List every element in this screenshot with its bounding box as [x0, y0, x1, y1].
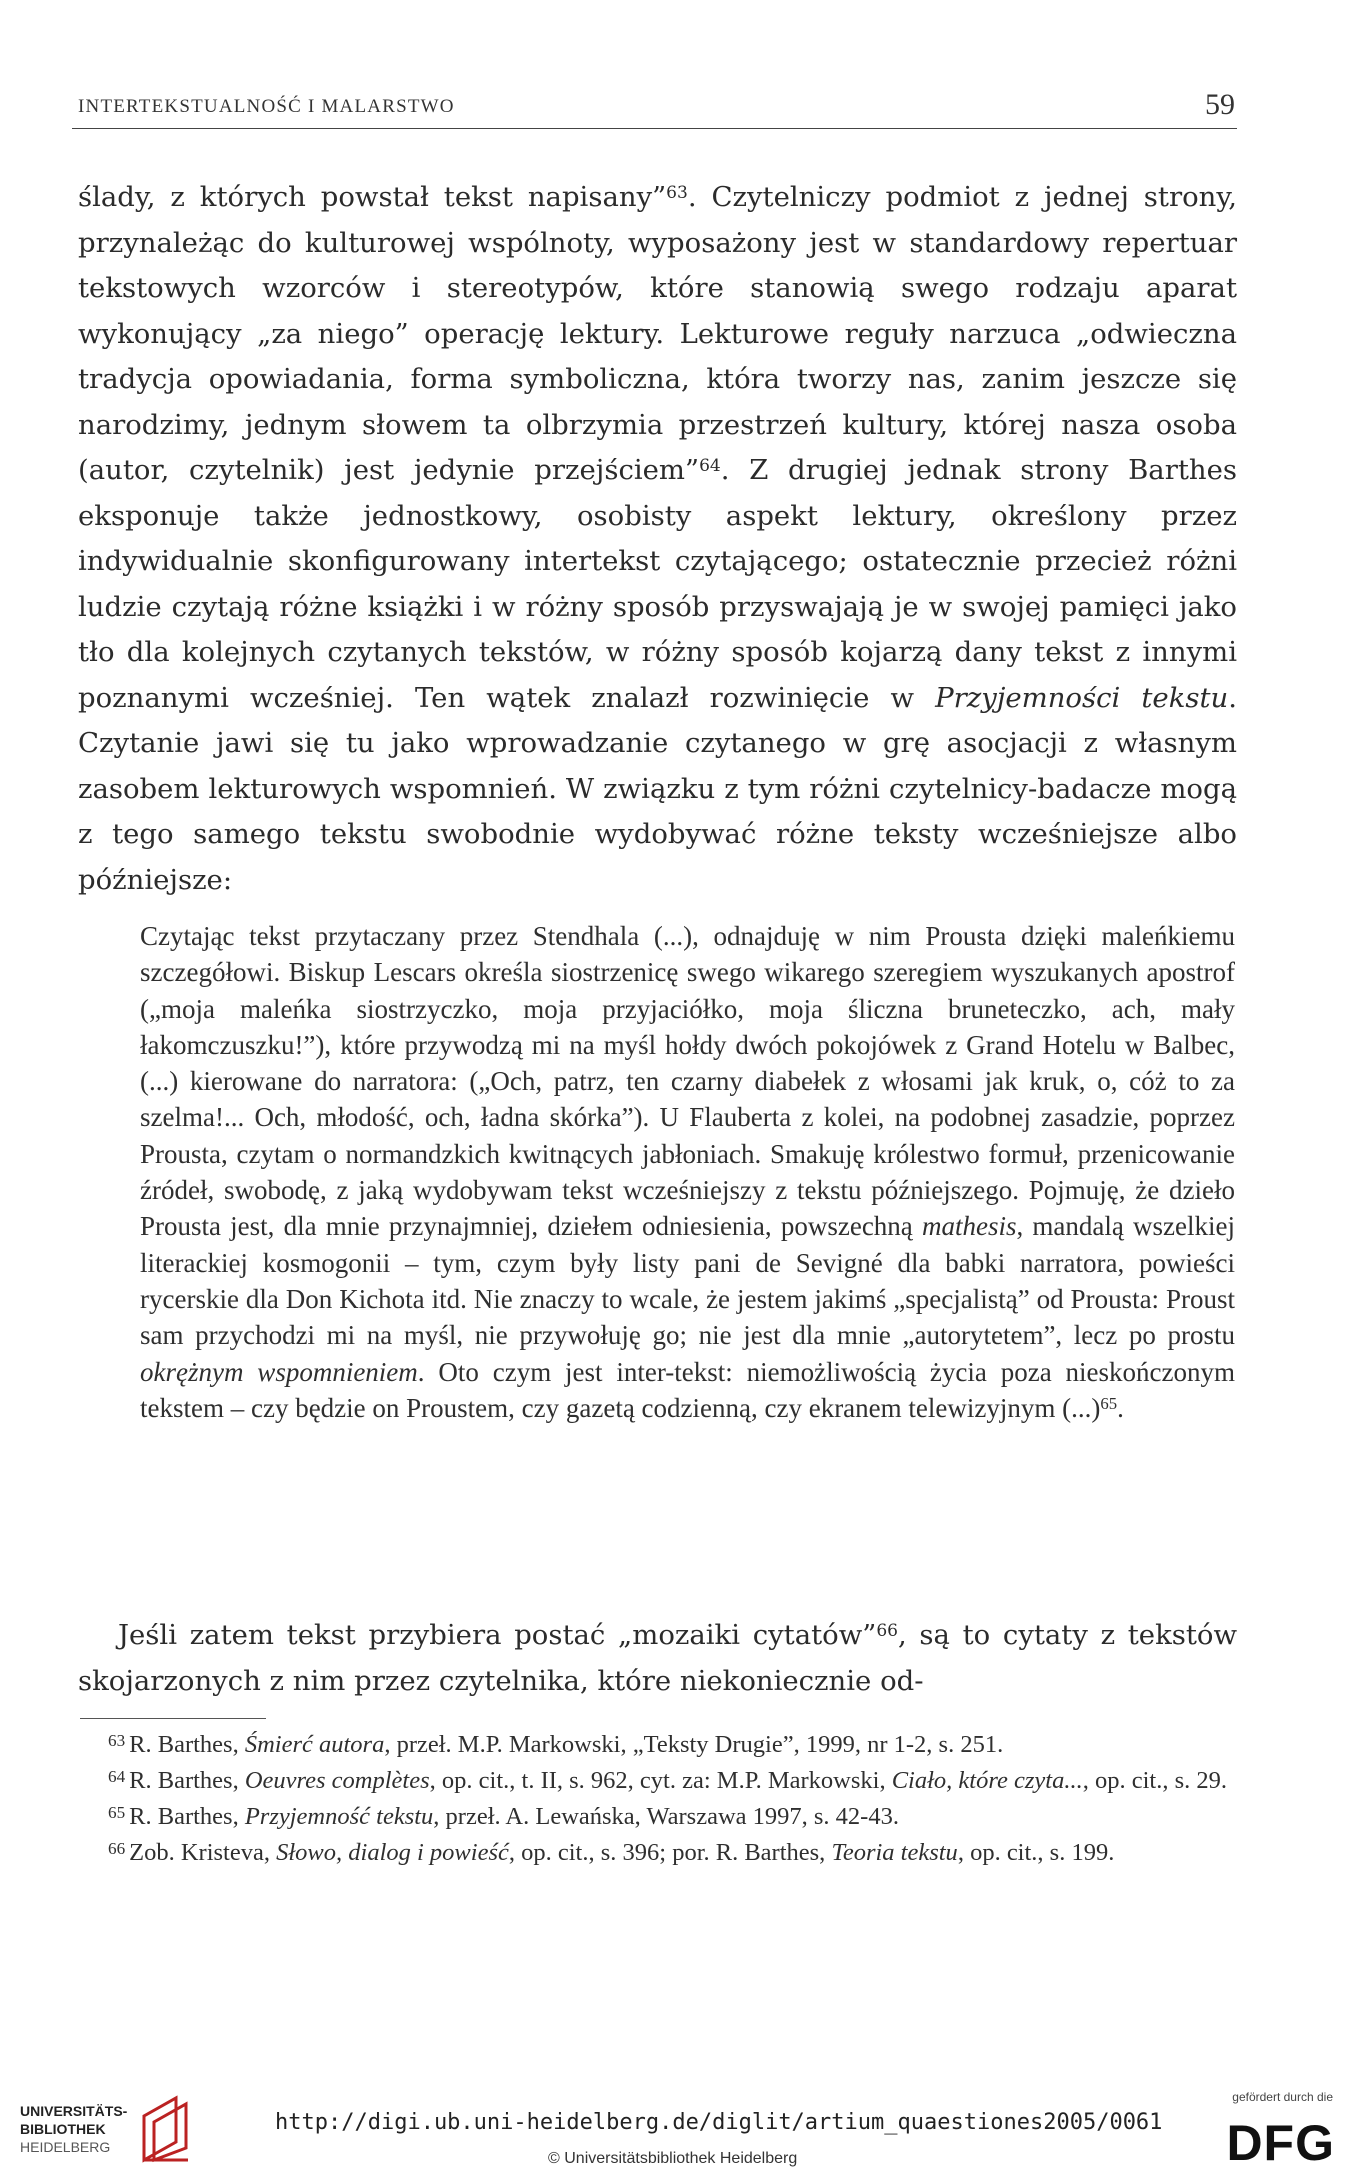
quote-paragraph — [140, 918, 1235, 1426]
footnote-ref-63[interactable]: 63 — [666, 183, 688, 204]
running-header — [72, 88, 1237, 129]
footnote-64 — [78, 1764, 1237, 1800]
footnote-ref-66[interactable]: 66 — [876, 1621, 898, 1642]
footnote-number: 66 — [108, 1839, 126, 1858]
library-name-line2: BIBLIOTHEK — [20, 2121, 106, 2137]
library-emblem-icon — [136, 2094, 196, 2164]
text-run: . Z drugiej jednak strony Barthes eksponuje także jednostkowy, osobisty aspekt lektury, określony przez indywidualnie skonfigurowany intertekst czytającego; ostatecznie przecież różni ludzie czytają różne książki i w różny sposób przyswajają je w swojej pamięci jako tło dla kolejnych czytanych tekstów, w różny sposób kojarzą dany tekst z innymi poznanymi wcześniej. Ten wątek znalazł rozwinięcie w — [78, 454, 1237, 714]
footnote-ref-64[interactable]: 64 — [699, 456, 721, 477]
funding-note: gefördert durch die — [1232, 2090, 1333, 2104]
footnote-number: 65 — [108, 1803, 126, 1822]
italic-term: mathesis — [921, 1211, 1017, 1242]
text-run: , przeł. M.P. Markowski, „Teksty Drugie”, 1999, nr 1-2, s. 251. — [384, 1731, 1004, 1758]
footnote-66 — [78, 1836, 1237, 1872]
body-paragraph — [78, 1613, 1237, 1704]
italic-title: Śmierć autora — [244, 1731, 385, 1758]
italic-title: Ciało, które czyta... — [891, 1767, 1083, 1794]
text-run: , przeł. A. Lewańska, Warszawa 1997, s. 42-43. — [433, 1803, 899, 1830]
italic-title: Oeuvres complètes — [244, 1767, 430, 1794]
italic-title: Przyjemność tekstu — [244, 1803, 434, 1830]
footnote-number: 63 — [108, 1731, 126, 1750]
text-run: , mandalą wszelkiej literackiej kosmogonii – tym, czym były listy pani de Sevigné dla babki narratora, powieści rycerskie dla Don Kichota itd. Nie znaczy to wcale, że jestem jakimś „specjalistą” od Prousta: Proust sam przychodzi mi na myśl, nie przywołuję go; nie jest dla mnie „autorytetem”, lecz po prostu — [140, 1211, 1235, 1351]
text-run: . Oto czym jest inter-tekst: niemożliwością życia poza nieskończonym tekstem – czy będzie on Proustem, czy gazetą codzienną, czy ekranem telewizyjnym (...) — [140, 1356, 1235, 1423]
source-url-link[interactable]: http://digi.ub.uni-heidelberg.de/diglit/artium_quaestiones2005/0061 — [275, 2110, 1163, 2135]
footnote-divider — [80, 1718, 266, 1719]
text-run: . — [1117, 1392, 1124, 1423]
italic-term: okrężnym wspomnieniem — [140, 1356, 418, 1387]
footnote-ref-65[interactable]: 65 — [1100, 1394, 1118, 1414]
footnote-65 — [78, 1800, 1237, 1836]
library-name-line1: UNIVERSITÄTS- — [20, 2103, 128, 2119]
italic-title: Przyjemności tekstu — [935, 681, 1229, 714]
text-run: . Czytelniczy podmiot z jednej strony, przynależąc do kulturowej wspólnoty, wyposażony jest w standardowy repertuar tekstowych wzorców i stereotypów, które stanowią swego rodzaju aparat wykonujący „za niego” operację lektury. Lekturowe reguły narzuca „odwieczna tradycja opowiadania, forma symboliczna, która tworzy nas, zanim jeszcze się narodzimy, jednym słowem ta olbrzymia przestrzeń kultury, której nasza osoba (autor, czytelnik) jest jedynie przejściem” — [78, 181, 1237, 486]
text-run: , op. cit., s. 396; por. R. Barthes, — [508, 1839, 832, 1866]
italic-title: Teoria tekstu — [831, 1839, 958, 1866]
text-run: R. Barthes, — [129, 1731, 245, 1758]
text-run: , op. cit., s. 199. — [957, 1839, 1115, 1866]
text-run: . Czytanie jawi się tu jako wprowadzanie czytanego w grę asocjacji z własnym zasobem lekturowych wspomnień. W związku z tym różni czytelnicy-badacze mogą z tego samego tekstu swobodnie wydobywać różne teksty wcześniejsze albo późniejsze: — [78, 681, 1237, 896]
footnotes — [78, 1728, 1237, 1872]
page-number: 59 — [1205, 88, 1235, 121]
running-title: INTERTEKSTUALNOŚĆ I MALARSTWO — [78, 96, 455, 117]
text-run: , op. cit., t. II, s. 962, cyt. za: M.P. Markowski, — [429, 1767, 892, 1794]
text-run: R. Barthes, — [129, 1767, 245, 1794]
italic-title: Słowo, dialog i powieść — [276, 1839, 509, 1866]
footnote-number: 64 — [108, 1767, 126, 1786]
body-text — [78, 175, 1237, 903]
text-run: Jeśli zatem tekst przybiera postać „mozaiki cytatów” — [118, 1619, 877, 1651]
text-run: Zob. Kristeva, — [129, 1839, 277, 1866]
body-paragraph — [78, 175, 1237, 903]
text-run: ślady, z których powstał tekst napisany” — [78, 181, 667, 213]
body-text-continued — [78, 1613, 1237, 1704]
text-run: R. Barthes, — [129, 1803, 245, 1830]
copyright-text: © Universitätsbibliothek Heidelberg — [548, 2150, 798, 2167]
block-quote — [140, 918, 1235, 1426]
dfg-logo[interactable]: DFG — [1226, 2115, 1335, 2171]
text-run: , są to cytaty z tekstów skojarzonych z nim przez czytelnika, które niekoniecznie od- — [78, 1619, 1237, 1697]
text-run: , op. cit., s. 29. — [1082, 1767, 1227, 1794]
library-name-line3: HEIDELBERG — [20, 2139, 111, 2155]
text-run: Czytając tekst przytaczany przez Stendhala (...), odnajduję w nim Prousta dzięki maleńkiemu szczegółowi. Biskup Lescars określa siostrzenicę swego wikarego szeregiem wyszukanych apostrof („moja maleńka siostrzyczko, moja przyjaciółko, moja śliczna bruneteczko, ach, mały łakomczuszku!”), które przywodzą mi na myśl hołdy dwóch pokojówek z Grand Hotelu w Balbec, (...) kierowane do narratora: („Och, patrz, ten czarny diabełek z włosami jak kruk, o, cóż to za szelma!... Och, młodość, och, ładna skórka”). U Flauberta z kolei, na podobnej zasadzie, poprzez Prousta, czytam o normandzkich kwitnących jabłoniach. Smakuję królestwo formuł, przenicowanie źródeł, swobodę, z jaką wydobywam tekst wcześniejszy z tekstu późniejszego. Pojmuję, że dzieło Prousta jest, dla mnie przynajmniej, dziełem odniesienia, powszechną — [140, 921, 1235, 1242]
footnote-63 — [78, 1728, 1237, 1764]
library-logo[interactable] — [20, 2094, 200, 2164]
digitization-footer — [0, 2070, 1363, 2176]
